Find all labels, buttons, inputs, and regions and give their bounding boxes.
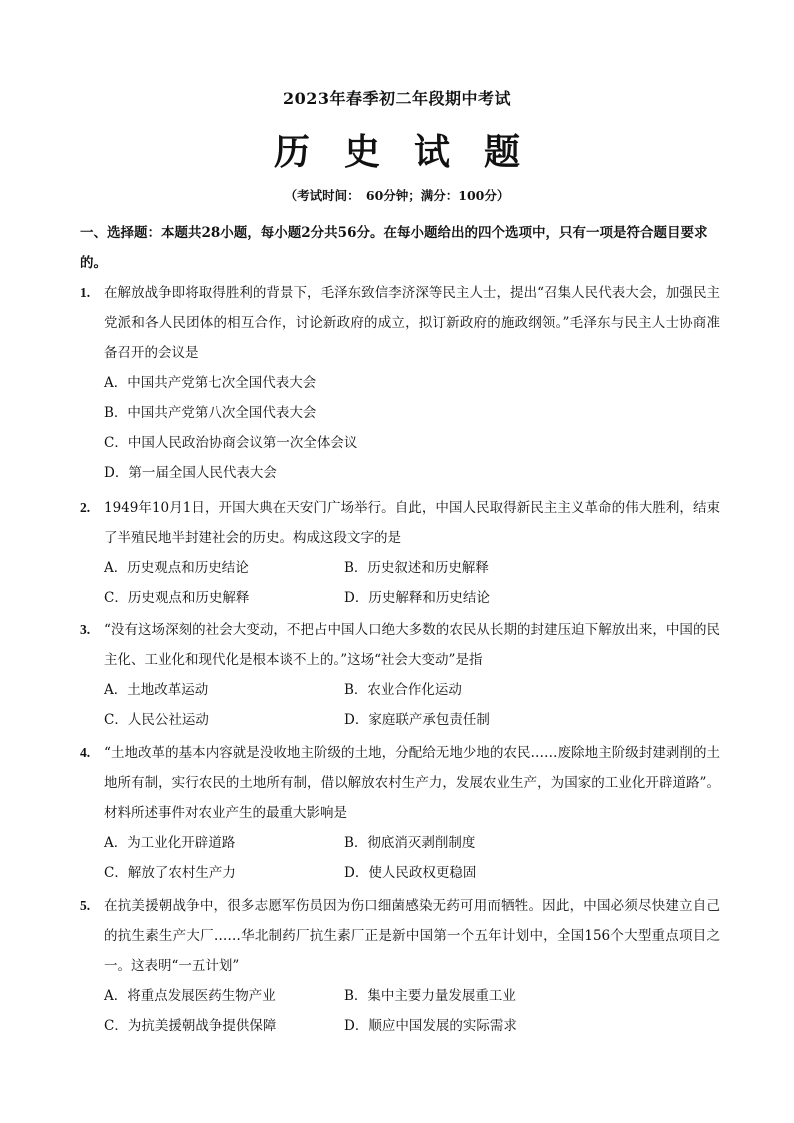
question-number: 1. [80,285,91,300]
question-5 [80,891,720,1041]
option-row [104,583,720,613]
option-b: B．集中主要力量发展重工业 [344,988,516,1004]
option-d: D．顺应中国发展的实际需求 [344,1018,517,1034]
question-stem: “土地改革的基本内容就是没收地主阶级的土地，分配给无地少地的农民……废除地主阶级封建剥削的土地所有制，实行农民的土地所有制，借以解放农村生产力，发展农业生产，为国家的工业化开辟道路”。材料所述事件对农业产生的最重大影响是 [104,745,720,821]
option-d: D．使人民政权更稳固 [344,865,477,881]
question-4 [80,738,720,888]
option-row [104,981,720,1011]
question-stem: 在抗美援朝战争中，很多志愿军伤员因为伤口细菌感染无药可用而牺牲。因此，中国必须尽快建立自己的抗生素生产大厂……华北制药厂抗生素厂正是新中国第一个五年计划中，全国156个大型重点项目之一。这表明“一五计划” [104,898,720,974]
option-d: D．第一届全国人民代表大会 [104,465,277,481]
exam-title: 历史试题 [273,131,554,173]
option-d: D．家庭联产承包责任制 [344,712,490,728]
exam-subtitle: 2023年春季初二年段期中考试 [282,89,512,108]
question-stem: “没有这场深刻的社会大变动，不把占中国人口绝大多数的农民从长期的封建压迫下解放出来，中国的民主化、工业化和现代化是根本谈不上的。”这场“社会大变动”是指 [104,622,720,668]
option-b: B．农业合作化运动 [344,682,462,698]
option-b: B．历史叙述和历史解释 [344,560,489,576]
option-row [104,1011,720,1041]
option-d: D．历史解释和历史结论 [344,590,490,606]
question-3 [80,615,720,735]
section-instruction: 一、选择题：本题共28小题，每小题2分共56分。在每小题给出的四个选项中，只有一项是符合题目要求的。 [80,225,708,271]
option-a: A．将重点发展医药生物产业 [104,988,276,1004]
option-b: B．中国共产党第八次全国代表大会 [104,405,317,421]
option-a: A．土地改革运动 [104,682,209,698]
option-row [104,553,720,583]
question-stem: 1949年10月1日，开国大典在天安门广场举行。自此，中国人民取得新民主主义革命的伟大胜利，结束了半殖民地半封建社会的历史。构成这段文字的是 [104,500,720,546]
option-a: A．中国共产党第七次全国代表大会 [104,375,317,391]
question-number: 5. [80,898,91,913]
exam-meta: （考试时间： 60分钟；满分：100分） [284,188,510,203]
option-row [104,705,720,735]
option-a: A．为工业化开辟道路 [104,835,236,851]
question-2 [80,493,720,613]
option-c: C．人民公社运动 [104,712,209,728]
question-number: 4. [80,745,91,760]
option-row [104,828,720,858]
question-stem: 在解放战争即将取得胜利的背景下，毛泽东致信李济深等民主人士，提出“召集人民代表大会，加强民主党派和各人民团体的相互合作，讨论新政府的成立，拟订新政府的施政纲领。”毛泽东与民主人士协商准备召开的会议是 [104,285,720,361]
option-c: C．中国人民政治协商会议第一次全体会议 [104,435,358,451]
question-number: 3. [80,622,91,637]
question-1 [80,278,720,488]
question-number: 2. [80,500,91,515]
option-a: A．历史观点和历史结论 [104,560,249,576]
option-c: C．历史观点和历史解释 [104,590,250,606]
option-row [104,858,720,888]
option-row [104,675,720,705]
option-b: B．彻底消灭剥削制度 [344,835,476,851]
option-c: C．为抗美援朝战争提供保障 [104,1018,277,1034]
option-c: C．解放了农村生产力 [104,865,236,881]
